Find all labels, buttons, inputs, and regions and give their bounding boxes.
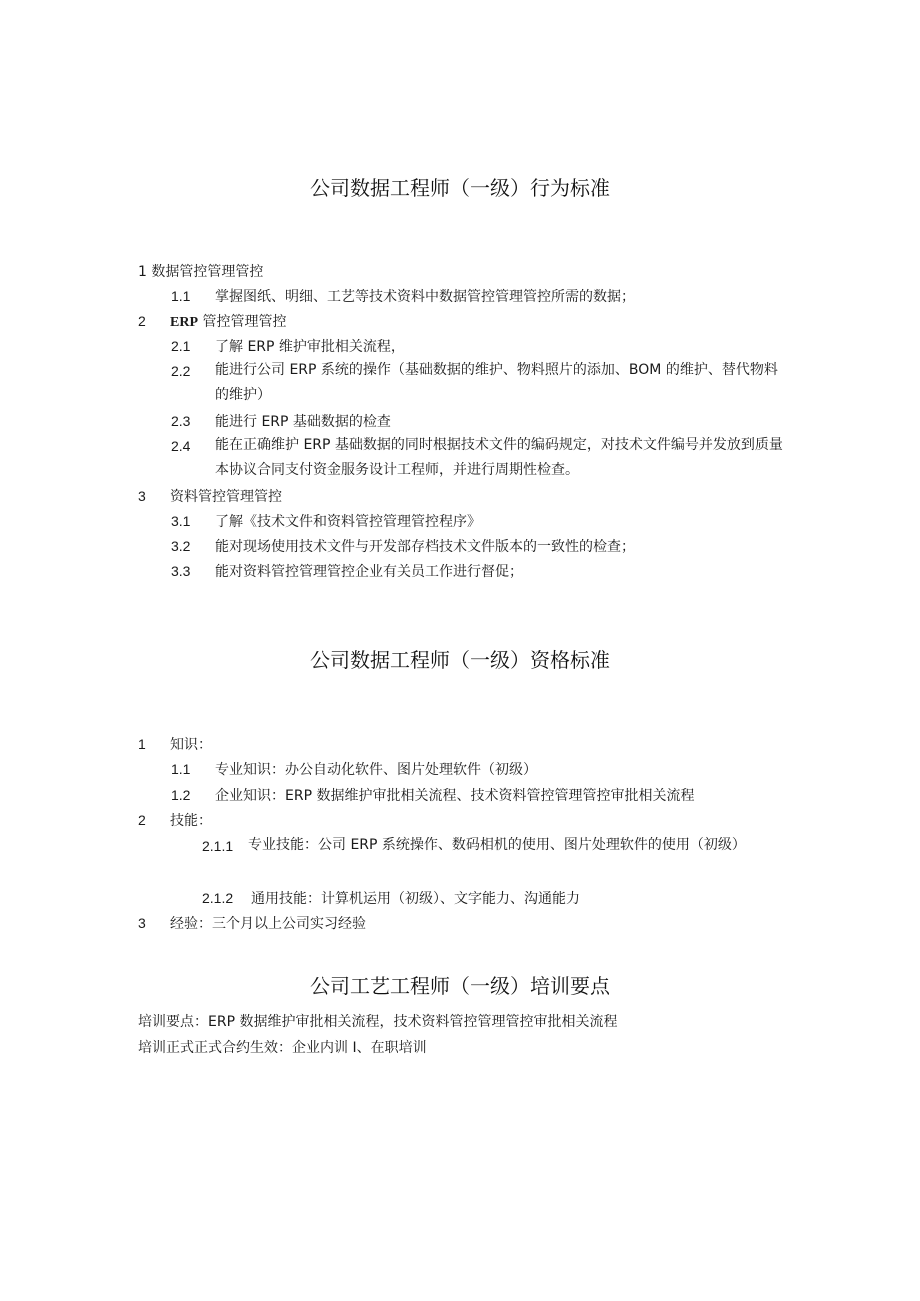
s1-heading-3-text: 资料管控管理管控 — [170, 489, 282, 505]
s2-heading-2-text: 技能： — [170, 813, 212, 829]
s1-item-3-2-text: 能对现场使用技术文件与开发部存档技术文件版本的一致性的检查； — [215, 539, 635, 555]
s1-item-3-3-text: 能对资料管控管理管控企业有关员工作进行督促； — [215, 564, 523, 580]
s1-item-2-3-text: 能进行 ERP 基础数据的检查 — [215, 414, 391, 430]
s2-item-2-1-1-text: 专业技能：公司 ERP 系统操作、数码相机的使用、图片处理软件的使用（初级） — [248, 837, 746, 853]
s2-heading-1-text: 知识： — [170, 737, 212, 753]
s2-heading-1-number: 1 — [138, 736, 146, 752]
s2-item-2-1-2-number: 2.1.2 — [202, 890, 234, 906]
s2-item-2-1-2-text: 通用技能：计算机运用（初级）、文字能力、沟通能力 — [251, 891, 580, 907]
s1-item-3-1-text: 了解《技术文件和资料管控管理管控程序》 — [215, 514, 481, 530]
s2-heading-3-number: 3 — [138, 915, 146, 931]
section2-title: 公司数据工程师（一级）资格标准 — [310, 648, 610, 672]
section1-title: 公司数据工程师（一级）行为标准 — [310, 176, 610, 200]
s2-heading-2-number: 2 — [138, 812, 146, 828]
s1-item-3-3-number: 3.3 — [171, 563, 191, 579]
s1-heading-2-number: 2 — [138, 313, 146, 329]
s1-item-2-2-number: 2.2 — [171, 363, 191, 379]
s1-heading-2-bold: ERP — [170, 315, 198, 330]
s1-item-3-1-number: 3.1 — [171, 513, 191, 529]
s1-item-2-3-number: 2.3 — [171, 413, 191, 429]
section3-title: 公司工艺工程师（一级）培训要点 — [310, 974, 610, 998]
s1-item-2-4-number: 2.4 — [171, 438, 191, 454]
s2-heading-3-text: 经验：三个月以上公司实习经验 — [170, 916, 366, 932]
s1-item-3-2-number: 3.2 — [171, 538, 191, 554]
s1-heading-2 — [170, 311, 286, 331]
s1-item-1-1-number: 1.1 — [171, 288, 191, 304]
s1-item-1-1-text: 掌握图纸、明细、工艺等技术资料中数据管控管理管控所需的数据； — [215, 289, 635, 305]
s3-line-1: 培训要点：ERP 数据维护审批相关流程，技术资料管控管理管控审批相关流程 — [138, 1014, 618, 1030]
s2-item-2-1-1-number: 2.1.1 — [202, 838, 234, 854]
s1-heading-3-number: 3 — [138, 488, 146, 504]
s1-heading-1: 1 数据管控管理管控 — [138, 264, 264, 280]
s1-item-2-4-text: 能在正确维护 ERP 基础数据的同时根据技术文件的编码规定，对技术文件编号并发放到质量本协议合同支付资金服务设计工程师，并进行周期性检查。 — [215, 437, 783, 478]
s2-item-1-1-number: 1.1 — [171, 761, 191, 777]
s2-item-1-2-number: 1.2 — [171, 787, 191, 803]
s1-item-2-1-number: 2.1 — [171, 338, 191, 354]
s2-item-1-1-text: 专业知识：办公自动化软件、图片处理软件（初级） — [215, 762, 537, 778]
s1-heading-2-text: 管控管理管控 — [202, 314, 287, 330]
s3-line-2: 培训正式正式合约生效：企业内训 I、在职培训 — [138, 1040, 427, 1056]
s2-item-1-2-text: 企业知识：ERP 数据维护审批相关流程、技术资料管控管理管控审批相关流程 — [215, 788, 695, 804]
s1-item-2-2-text: 能进行公司 ERP 系统的操作（基础数据的维护、物料照片的添加、BOM 的维护、替代物料的维护） — [215, 362, 778, 403]
s1-item-2-1-text: 了解 ERP 维护审批相关流程， — [215, 339, 405, 355]
